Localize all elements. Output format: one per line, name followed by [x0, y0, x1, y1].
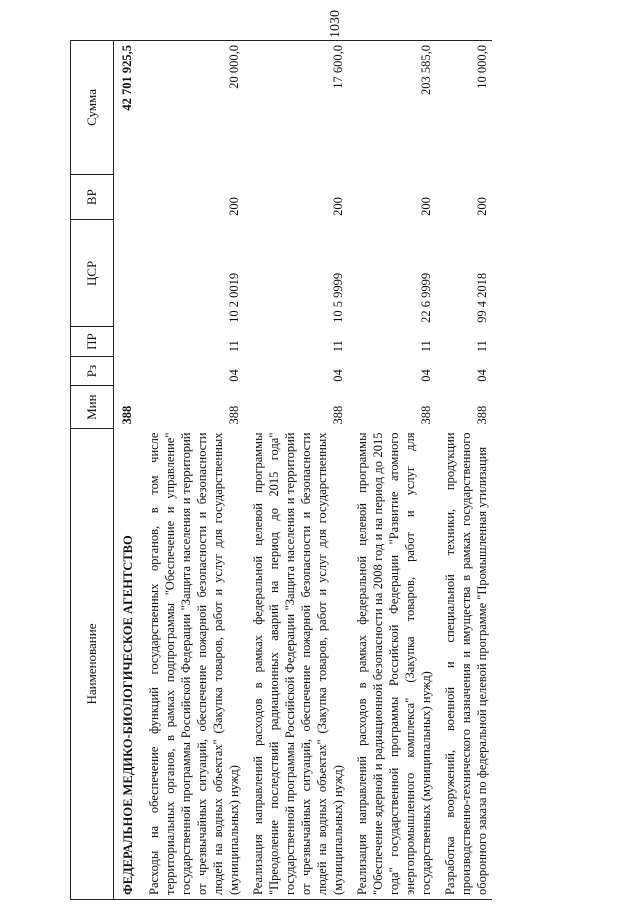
budget-table — [70, 40, 492, 900]
row-name: Реализация направлений расходов в рамках федеральной целевой программы "Обеспечение ядерной и радиационной безопасности на 2008 год и на период до 2015 года" государственной программы Российской Федерации "Развитие атомного энергопромышленного комплекса" (Закупка товаров, работ и услуг для государственных (муниципальных) нужд) — [348, 429, 436, 900]
row-min: 388 — [331, 405, 345, 425]
header-pr: ПР — [71, 327, 114, 356]
row-rz: 04 — [419, 369, 433, 382]
row-name: Разработка вооружений, военной и специальной техники, продукции производственно-технического назначения и имущества в рамках государственного оборонного заказа по федеральной целевой программе "Промышленная утилизация — [436, 429, 492, 900]
row-vr: 200 — [331, 197, 345, 216]
header-vr: ВР — [71, 174, 114, 219]
row-pr: 11 — [475, 340, 489, 353]
header-csr: ЦСР — [71, 220, 114, 327]
row-csr: 10 5 9999 — [331, 272, 345, 323]
header-min: Мин — [71, 386, 114, 429]
row-sum: 17 600,0 — [244, 41, 348, 175]
row-min: 388 — [227, 405, 241, 425]
table-row — [348, 41, 436, 900]
table-row — [244, 41, 348, 900]
header-rz: Рз — [71, 356, 114, 385]
page-number-area — [0, 0, 640, 38]
table-row — [140, 41, 244, 900]
table-row — [436, 41, 492, 900]
organization-name: ФЕДЕРАЛЬНОЕ МЕДИКО-БИОЛОГИЧЕСКОЕ АГЕНТСТВО — [114, 429, 141, 900]
row-rz: 04 — [331, 369, 345, 382]
organization-sum: 42 701 925,5 — [114, 41, 141, 175]
row-csr: 10 2 0019 — [227, 272, 241, 323]
row-name: Реализация направлений расходов в рамках федеральной целевой программы "Преодоление последствий радиационных аварий на период до 2015 года" государственной программы Российской Федерации "Защита населения и территорий от чрезвычайных ситуаций, обеспечение пожарной безопасности и безопасности людей на водных объектах" (Закупка товаров, работ и услуг для государственных (муниципальных) нужд) — [244, 429, 348, 900]
row-min: 388 — [419, 405, 433, 425]
row-name: Расходы на обеспечение функций государственных органов, в том числе территориальных органов, в рамках подпрограммы "Обеспечение и управление" государственной программы Российской Федерации "Защита населения и территорий от чрезвычайных ситуаций, обеспечение пожарной безопасности и безопасности людей на водных объектах" (Закупка товаров, работ и услуг для государственных (муниципальных) нужд) — [140, 429, 244, 900]
row-rz: 04 — [475, 369, 489, 382]
organization-row — [114, 41, 141, 900]
header-sum: Сумма — [71, 41, 114, 175]
table-header-row — [71, 41, 114, 900]
row-min: 388 — [475, 405, 489, 425]
row-csr: 99 4 2018 — [475, 272, 489, 323]
row-csr: 22 6 9999 — [419, 272, 433, 323]
row-sum: 20 000,0 — [140, 41, 244, 175]
rotated-document — [70, 40, 590, 900]
organization-min: 388 — [120, 405, 134, 425]
page-number: 1030 — [328, 10, 343, 38]
row-rz: 04 — [227, 369, 241, 382]
row-vr: 200 — [475, 197, 489, 216]
row-sum: 10 000,0 — [436, 41, 492, 175]
header-name: Наименование — [71, 429, 114, 900]
row-pr: 11 — [419, 340, 433, 353]
row-vr: 200 — [419, 197, 433, 216]
row-vr: 200 — [227, 197, 241, 216]
row-sum: 203 585,0 — [348, 41, 436, 175]
row-pr: 11 — [227, 340, 241, 353]
row-pr: 11 — [331, 340, 345, 353]
